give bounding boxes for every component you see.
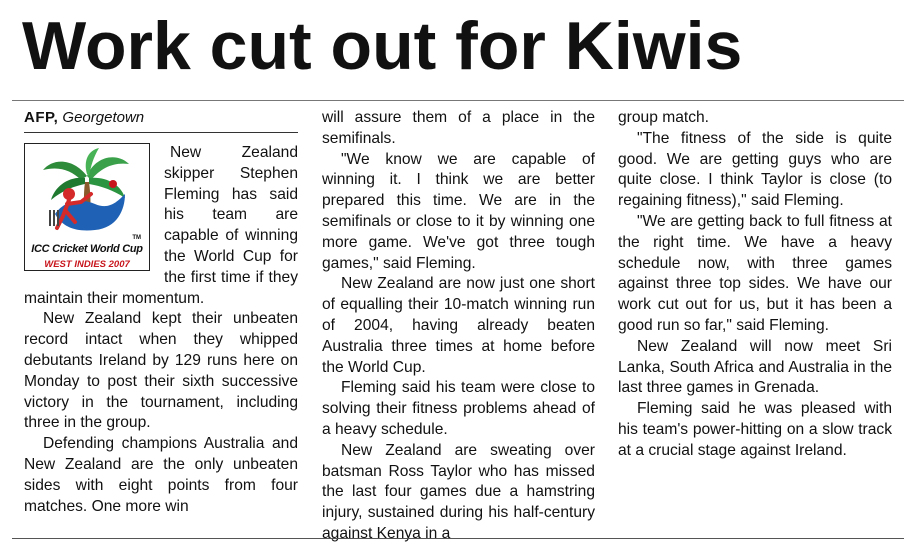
paragraph: "We know we are capable of winning it. I think we are better prepared this time. We are in the semifinals or close to it by winning one more game. We've got three tough games," said Fleming. <box>322 150 595 272</box>
column-3 <box>618 108 892 462</box>
bottom-rule <box>12 538 904 539</box>
paragraph: group match. <box>618 109 710 126</box>
paragraph: New Zealand skipper Stephen Fleming has said his team are capable of winning the World Cup for the first time if they maintain their momentum. <box>24 144 298 307</box>
byline-rule <box>24 132 298 133</box>
paragraph: Fleming said he was pleased with his team's power-hitting on a slow track at a crucial stage against Ireland. <box>618 400 892 459</box>
logo-title: ICC Cricket World Cup <box>31 243 143 255</box>
column-1 <box>24 108 298 517</box>
paragraph: New Zealand will now meet Sri Lanka, South Africa and Australia in the last three games in Grenada. <box>618 337 892 397</box>
byline <box>24 108 298 128</box>
byline-agency: AFP, <box>24 109 59 126</box>
headline: Work cut out for Kiwis <box>22 8 743 84</box>
world-cup-logo <box>24 143 150 271</box>
byline-place: Georgetown <box>62 109 145 126</box>
column-2 <box>322 108 595 545</box>
paragraph: "We are getting back to full fitness at the right time. We have a heavy schedule now, with three games against three top sides. We have our work cut out for us, but it has been a good run so far," said Fleming. <box>618 212 892 334</box>
paragraph: Fleming said his team were close to solving their fitness problems ahead of a heavy schedule. <box>322 379 595 438</box>
logo-subtitle: WEST INDIES 2007 <box>44 259 130 270</box>
paragraph: "The fitness of the side is quite good. We are getting guys who are quite close. I think Taylor is close (to regaining fitness)," said Fleming. <box>618 129 892 210</box>
paragraph: New Zealand are now just one short of equalling their 10-match winning run of 2004, having already beaten Australia three times at home before the World Cup. <box>322 275 595 376</box>
top-rule <box>12 100 904 101</box>
paragraph: New Zealand are sweating over batsman Ross Taylor who has missed the last four games due a hamstring injury, sustained during his half-century against Kenya in a <box>322 441 595 542</box>
paragraph: will assure them of a place in the semifinals. <box>322 109 595 147</box>
logo-trademark: TM <box>132 235 141 241</box>
paragraph: Defending champions Australia and New Zealand are the only unbeaten sides with eight points from four matches. One more win <box>24 435 298 515</box>
paragraph: New Zealand kept their unbeaten record intact when they whipped debutants Ireland by 129 runs here on Monday to post their sixth successive victory in the tournament, including three in the group. <box>24 310 298 432</box>
